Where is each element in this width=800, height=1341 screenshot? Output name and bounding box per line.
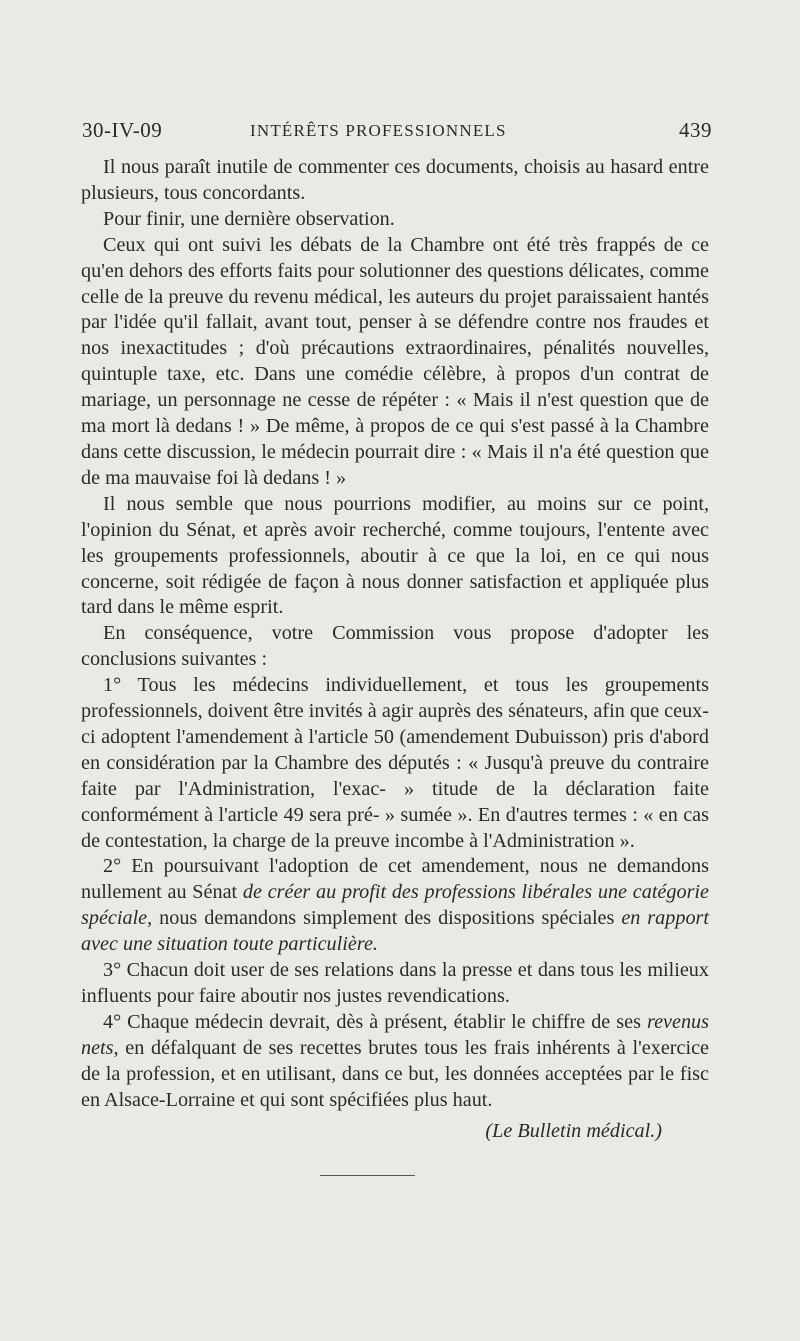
header-title: INTÉRÊTS PROFESSIONNELS [250, 121, 507, 140]
paragraph: En conséquence, votre Commission vous propose d'adopter les conclusions suivantes : [81, 622, 709, 671]
text-run: 2° En poursuivant l'adoption de cet amendement, nous ne demandons nullement au Sénat [81, 855, 709, 904]
running-header [82, 118, 712, 148]
conclusion-2 [81, 854, 709, 958]
paragraph: Il nous paraît inutile de commenter ces documents, choisis au hasard entre plusieurs, tous concordants. [81, 156, 709, 204]
page-number: 439 [679, 118, 712, 142]
text-run: 4° Chaque médecin devrait, dès à présent, établir le chiffre de ses [103, 1010, 647, 1033]
header-date: 30-IV-09 [82, 118, 163, 142]
conclusion-3: 3° Chacun doit user de ses relations dans la presse et dans tous les milieux influents pour faire aboutir nos justes revendications. [81, 959, 709, 1007]
conclusion-4 [81, 1010, 709, 1114]
italic-run: de créer au profit des professions libérales une catégorie spéciale, [81, 881, 710, 930]
article-body [81, 155, 709, 1144]
text-run: nous demandons simplement des dispositions spéciales [152, 907, 622, 930]
section-divider [320, 1175, 415, 1176]
italic-run: revenus nets [81, 1010, 709, 1059]
paragraph: Ceux qui ont suivi les débats de la Chambre ont été très frappés de ce qu'en dehors des efforts faits pour solutionner des questions délicates, comme celle de la preuve du revenu médical, les auteurs du projet paraissaient hantés par l'idée qu'il fallait, avant tout, penser à se défendre contre nos fraudes et nos inexactitudes ; d'où précautions extraordinaires, pénalités nouvelles, quintuple taxe, etc. Dans une comédie célèbre, à propos d'un contrat de mariage, un personnage ne cesse de répéter : « Mais il n'est question que de ma mort là dedans ! » De même, à propos de ce qui s'est passé à la Chambre dans cette discussion, le médecin pourrait dire : « Mais il n'a été question que de ma mauvaise foi là dedans ! » [81, 233, 709, 489]
italic-run: en rapport avec une situation toute particulière. [81, 907, 710, 956]
paragraph: Il nous semble que nous pourrions modifier, au moins sur ce point, l'opinion du Sénat, et après avoir recherché, comme toujours, l'entente avec les groupements professionnels, aboutir à ce que la loi, en ce qui nous concerne, soit rédigée de façon à nous donner satisfaction et appliquée plus tard dans le même esprit. [81, 492, 709, 619]
paragraph: Pour finir, une dernière observation. [103, 207, 395, 230]
conclusion-1: 1° Tous les médecins individuellement, et tous les groupements professionnels, doivent être invités à agir auprès des sénateurs, afin que ceux-ci adoptent l'amendement à l'article 50 (amendement Dubuisson) pris d'abord en considération par la Chambre des députés : « Jusqu'à preuve du contraire faite par l'Administration, l'exac- » titude de la déclaration faite conformément à l'article 49 sera pré- » sumée ». En d'autres termes : « en cas de contestation, la charge de la preuve incombe à l'Administration ». [81, 674, 709, 852]
text-run: , en défalquant de ses recettes brutes tous les frais inhérents à l'exercice de la profession, et en utilisant, dans ce but, les données acceptées par le fisc en Alsace-Lorraine et qui sont spécifiées plus haut. [81, 1036, 709, 1111]
source-signature: (Le Bulletin médical.) [485, 1119, 662, 1142]
